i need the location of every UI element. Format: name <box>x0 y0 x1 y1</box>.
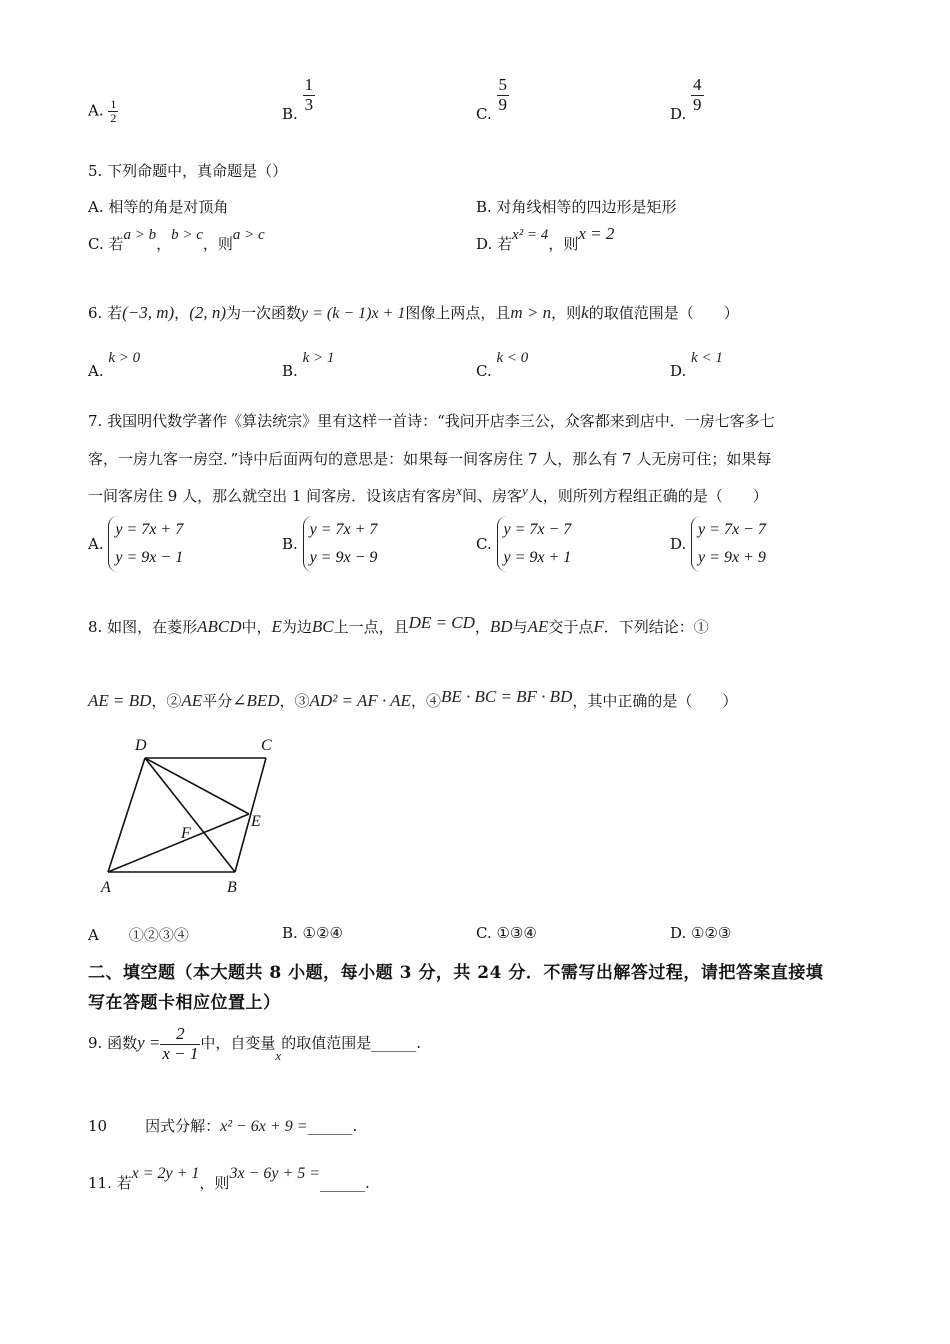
label-c: C <box>261 737 272 754</box>
q5-c-math3: a > c <box>232 227 265 243</box>
segment-de <box>145 758 249 814</box>
q7-c-eq2: y = 9x + 1 <box>503 549 572 566</box>
q4-c-den: 9 <box>498 94 507 114</box>
label-a: A <box>101 879 111 896</box>
q4-d-num: 4 <box>693 75 702 94</box>
q10-number: 10 <box>88 1117 108 1135</box>
q4-b-label: B. <box>282 105 298 124</box>
label-b: B <box>227 879 237 896</box>
section-heading-line2: 写在答题卡相应位置上） <box>88 993 281 1013</box>
q11-suffix: ______. <box>320 1174 370 1192</box>
q7-d-system <box>691 516 766 572</box>
q7-c-eq1: y = 7x − 7 <box>503 521 572 538</box>
q8-l1a: 8. 如图，在菱形 <box>88 618 198 636</box>
q4-option-d <box>670 76 704 123</box>
diagonal-db <box>145 758 235 872</box>
q6-cond: m > n <box>510 303 552 322</box>
q5-stem: 5. 下列命题中，真命题是（） <box>88 162 288 180</box>
edge-ad <box>108 758 145 872</box>
q9-prefix: 9. 函数 <box>88 1034 138 1053</box>
q7-line3c: 人，则所列方程组正确的是（ ） <box>527 487 768 505</box>
q8-conclusion4: BE · BC = BF · BD <box>440 687 573 706</box>
q10-suffix: ______. <box>307 1117 358 1135</box>
q5-c-math1: a > b <box>123 227 157 243</box>
q8-s4: ，④ <box>410 692 441 710</box>
q6-point2: (2, n) <box>189 303 227 322</box>
q8-ae: AE <box>527 617 549 636</box>
q6-c-math: k < 0 <box>496 350 529 366</box>
q8-e: E <box>271 617 282 636</box>
q8-decd: DE = CD <box>408 613 475 632</box>
q8-conclusion1: AE = BD <box>88 691 152 710</box>
q11-mid: ，则 <box>199 1174 230 1192</box>
q4-c-num: 5 <box>498 75 507 94</box>
q4-b-den: 3 <box>304 94 314 114</box>
q8-l1h: ．下列结论：① <box>603 618 709 636</box>
q6-d-label: D. <box>670 362 687 380</box>
q8-abcd: ABCD <box>197 617 242 636</box>
q6-stem: 6. 若(−3, m)，(2, n)为一次函数y = (k − 1)x + 1图像上两点，且m > n，则k的取值范围是（ ） <box>88 303 739 322</box>
q6-option-a <box>88 350 141 381</box>
q7-line1: 7. 我国明代数学著作《算法统宗》里有这样一首诗：“我问开店李三公，众客都来到店中．一房七客多七 <box>88 412 775 430</box>
q8-l1d: 上一点，且 <box>333 618 409 636</box>
q5-option-a: A. 相等的角是对顶角 <box>88 198 229 216</box>
q8-line2 <box>88 687 738 711</box>
q6-mid2: 图像上两点，且 <box>405 304 511 322</box>
q7-line3 <box>88 485 768 506</box>
label-f: F <box>181 825 191 842</box>
q11-prefix: 11. 若 <box>88 1174 132 1192</box>
q7-c-label: C. <box>476 535 492 553</box>
q8-conclusion3: AD² = AF · AE <box>309 691 411 710</box>
q7-option-d <box>670 516 766 572</box>
q10-expr: x² − 6x + 9 = <box>220 1118 308 1135</box>
q7-d-eq2: y = 9x + 9 <box>698 549 766 566</box>
q4-d-den: 9 <box>693 94 702 114</box>
q7-y: y <box>521 483 528 498</box>
q7-option-b <box>282 516 377 572</box>
q11-expr: 3x − 6y + 5 = <box>229 1165 321 1182</box>
q7-a-eq1: y = 7x + 7 <box>115 521 184 538</box>
q6-point1: (−3, m) <box>122 303 175 322</box>
q8-l1g: 交于点 <box>548 618 594 636</box>
rhombus-figure <box>95 730 285 900</box>
q6-a-math: k > 0 <box>108 350 141 366</box>
q7-x: x <box>456 483 462 498</box>
q4-a-label: A. <box>88 101 104 120</box>
q6-prefix: 6. 若 <box>88 304 123 322</box>
q6-mid: 为一次函数 <box>226 304 302 322</box>
q8-conclusion2c: ∠BED <box>232 691 280 710</box>
q8-bd: BD <box>489 617 513 636</box>
q6-func: y = (k − 1)x + 1 <box>301 305 406 322</box>
q9-fraction <box>160 1025 200 1063</box>
q4-a-num: 1 <box>110 97 117 111</box>
q7-line2: 客，一房九客一房空．”诗中后面两句的意思是：如果每一间客房住 7 人，那么有 7 人无房可住；如果每 <box>88 450 772 468</box>
q7-d-eq1: y = 7x − 7 <box>698 521 766 538</box>
q4-b-num: 1 <box>304 75 314 94</box>
q4-b-fraction <box>303 76 316 114</box>
q5-d-math2: x = 2 <box>578 224 615 243</box>
q7-option-c <box>476 516 571 572</box>
q8-option-a: A ①②③④ <box>88 926 189 944</box>
q4-a-den: 2 <box>110 111 117 126</box>
q8-conclusion2a: AE <box>181 691 203 710</box>
q8-tail: ，其中正确的是（ ） <box>572 692 738 710</box>
q8-option-d: D. ①②③ <box>670 924 732 942</box>
q6-d-math: k < 1 <box>691 350 723 366</box>
q4-option-a <box>88 98 118 125</box>
q7-a-label: A. <box>88 535 104 553</box>
q6-b-label: B. <box>282 362 298 380</box>
q6-b-math: k > 1 <box>302 350 335 366</box>
section-heading-line1: 二、填空题（本大题共 8 小题，每小题 3 分，共 24 分．不需写出解答过程，请把答案直接填 <box>88 963 824 983</box>
q7-b-eq2: y = 9x − 9 <box>309 549 378 566</box>
label-d: D <box>135 737 147 754</box>
q8-s2: ，② <box>151 692 182 710</box>
q5-option-b: B. 对角线相等的四边形是矩形 <box>476 198 677 216</box>
q8-option-c: C. ①③④ <box>476 924 537 942</box>
q5-d-math1: x² = 4 <box>512 227 549 243</box>
q5-d-prefix: D. 若 <box>476 235 513 253</box>
q5-c-prefix: C. 若 <box>88 235 124 253</box>
q9-suffix: 的取值范围是______. <box>281 1034 421 1053</box>
q6-c-label: C. <box>476 362 492 380</box>
q9-num: 2 <box>176 1024 185 1043</box>
q8-f: F <box>593 617 604 636</box>
q10 <box>88 1115 357 1136</box>
q4-d-label: D. <box>670 105 687 124</box>
q10-text: 因式分解： <box>145 1117 221 1135</box>
q8-l1f: 与 <box>512 618 528 636</box>
q9-y: y = <box>137 1033 161 1053</box>
q4-a-fraction <box>108 98 118 125</box>
q7-a-eq2: y = 9x − 1 <box>115 549 184 566</box>
q7-d-label: D. <box>670 535 687 553</box>
q4-option-b <box>282 76 315 123</box>
q6-a-label: A. <box>88 362 104 380</box>
q7-line3b: 间、房客 <box>461 487 522 505</box>
q8-l1b: 中， <box>241 618 272 636</box>
q9-den: x − 1 <box>162 1043 199 1063</box>
q7-b-eq1: y = 7x + 7 <box>309 521 378 538</box>
q7-line3a: 一间客房住 9 人，那么就空出 1 间客房．设该店有客房 <box>88 487 457 505</box>
q6-mid3: ，则 <box>551 304 582 322</box>
q8-s3: ，③ <box>279 692 310 710</box>
q5-option-d <box>476 224 615 254</box>
q4-c-fraction <box>497 76 510 114</box>
q4-d-fraction <box>691 76 704 114</box>
q6-suffix: 的取值范围是（ ） <box>588 304 739 322</box>
q4-c-label: C. <box>476 105 492 124</box>
q6-option-d <box>670 350 723 381</box>
q8-l1e: ， <box>474 618 490 636</box>
q7-b-label: B. <box>282 535 298 553</box>
q8-bc: BC <box>311 617 334 636</box>
q6-option-b <box>282 350 335 381</box>
q8-option-b: B. ①②④ <box>282 924 343 942</box>
q8-line1 <box>88 613 709 637</box>
q11 <box>88 1165 370 1193</box>
q9 <box>88 1025 421 1063</box>
q11-cond: x = 2y + 1 <box>131 1165 200 1182</box>
q4-option-c <box>476 76 509 123</box>
q7-a-system <box>108 516 183 572</box>
q7-option-a <box>88 516 183 572</box>
q9-x: x <box>275 1048 282 1064</box>
q9-mid: 中，自变量 <box>200 1034 276 1053</box>
q7-c-system <box>497 516 572 572</box>
q8-conclusion2b: 平分 <box>202 692 233 710</box>
q5-d-then: ，则 <box>548 235 579 253</box>
q5-option-c: C. 若a > b，b > c，则a > c <box>88 227 265 253</box>
label-e: E <box>251 813 261 830</box>
q8-l1c: 为边 <box>281 618 312 636</box>
q5-c-then: ，则 <box>202 235 233 253</box>
q5-c-math2: b > c <box>171 227 203 243</box>
q7-b-system <box>303 516 378 572</box>
q6-option-c <box>476 350 529 381</box>
q6-k: k <box>581 303 589 322</box>
